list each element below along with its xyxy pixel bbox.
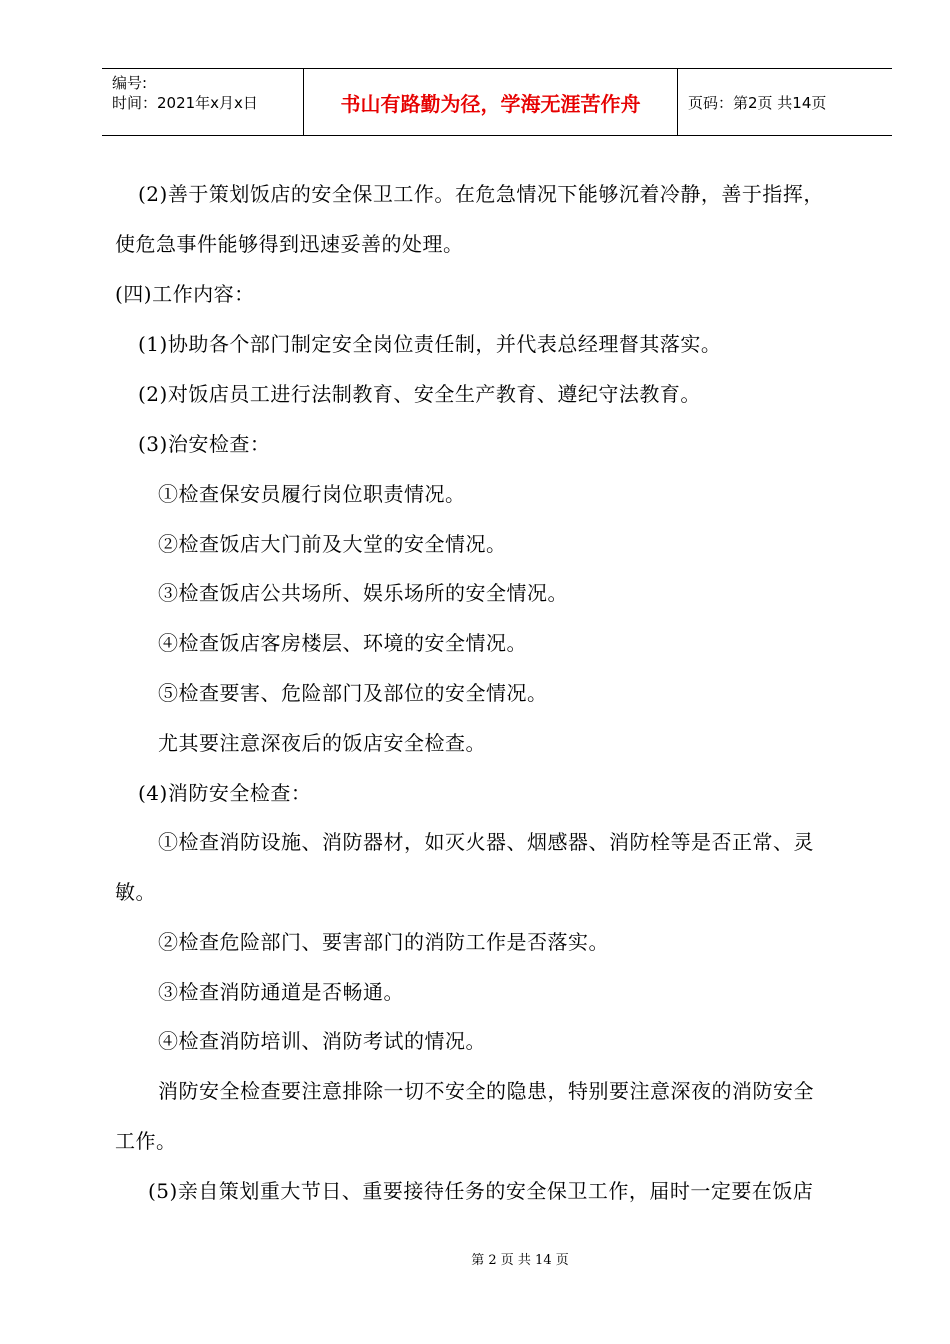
header-meta-cell bbox=[102, 69, 304, 136]
motto-text: 书山有路勤为径，学海无涯苦作舟 bbox=[340, 92, 641, 116]
body-line: 尤其要注意深夜后的饭店安全检查。 bbox=[158, 731, 486, 755]
body-line: (5)亲自策划重大节日、重要接待任务的安全保卫工作，届时一定要在饭店 bbox=[148, 1179, 814, 1203]
list-item: ②检查饭店大门前及大堂的安全情况。 bbox=[158, 532, 507, 556]
body-line: (1)协助各个部门制定安全岗位责任制，并代表总经理督其落实。 bbox=[138, 332, 722, 356]
body-line: 工作。 bbox=[115, 1129, 177, 1153]
section-heading: (四)工作内容： bbox=[115, 282, 255, 306]
page-info: 页码：第2页 共14页 bbox=[688, 94, 827, 112]
list-item: ①检查消防设施、消防器材，如灭火器、烟感器、消防栓等是否正常、灵 bbox=[158, 830, 814, 854]
body-line: (2)善于策划饭店的安全保卫工作。在危急情况下能够沉着冷静，善于指挥， bbox=[138, 182, 824, 206]
number-label: 编号: bbox=[112, 74, 148, 92]
body-line: (3)治安检查： bbox=[138, 432, 271, 456]
page-footer bbox=[0, 1249, 950, 1268]
body-line: (4)消防安全检查： bbox=[138, 781, 312, 805]
list-item: ④检查消防培训、消防考试的情况。 bbox=[158, 1029, 486, 1053]
list-item: ②检查危险部门、要害部门的消防工作是否落实。 bbox=[158, 930, 609, 954]
header-page-cell bbox=[678, 69, 892, 136]
list-item: ③检查饭店公共场所、娱乐场所的安全情况。 bbox=[158, 581, 568, 605]
body-line: 敏。 bbox=[115, 880, 156, 904]
list-item: ③检查消防通道是否畅通。 bbox=[158, 980, 404, 1004]
list-item: ⑤检查要害、危险部门及部位的安全情况。 bbox=[158, 681, 548, 705]
list-item: ④检查饭店客房楼层、环境的安全情况。 bbox=[158, 631, 527, 655]
body-line: 消防安全检查要注意排除一切不安全的隐患，特别要注意深夜的消防安全 bbox=[158, 1079, 814, 1103]
list-item: ①检查保安员履行岗位职责情况。 bbox=[158, 482, 466, 506]
footer-page-number: 第 2 页 共 14 页 bbox=[471, 1253, 569, 1268]
body-line: 使危急事件能够得到迅速妥善的处理。 bbox=[115, 232, 464, 256]
document-header bbox=[102, 68, 892, 136]
body-line: (2)对饭店员工进行法制教育、安全生产教育、遵纪守法教育。 bbox=[138, 382, 701, 406]
header-motto-cell bbox=[304, 69, 678, 136]
time-label: 时间：2021年x月x日 bbox=[112, 94, 258, 112]
